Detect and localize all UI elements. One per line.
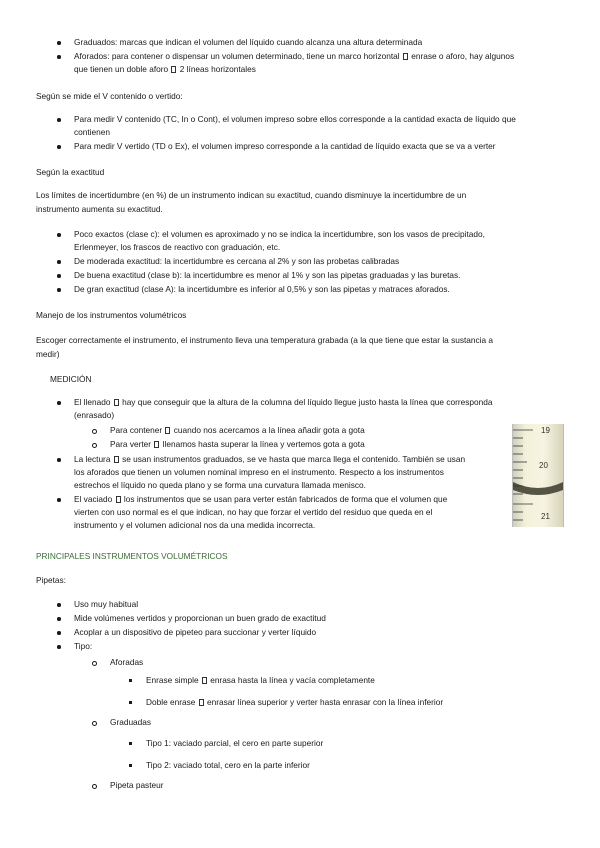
list-item xyxy=(128,759,528,773)
list-item-text: Aforados: para contener o dispensar un volumen determinado, tiene un marco horizontal xyxy=(74,51,400,61)
list-item-text: hay que conseguir que la altura de la columna del líquido llegue justo hasta la línea que corresponda xyxy=(122,397,493,407)
list-item-text: Uso muy habitual xyxy=(74,599,139,609)
list-item xyxy=(56,598,456,612)
list-item-text: Poco exactos (clase c): el volumen es aproximado y no se indica la incertidumbre, son los vasos de precipitado, xyxy=(74,229,485,239)
paragraph-line: medir) xyxy=(36,349,60,359)
list-item-text: Mide volúmenes vertidos y proporcionan un buen grado de exactitud xyxy=(74,613,326,623)
list-item-continuation: los aforados que tienen un volumen nominal impreso en el instrumento. Respecto a los instrumentos xyxy=(74,467,444,477)
measurement-sublist xyxy=(92,424,512,452)
list-item xyxy=(56,283,576,297)
section-heading: Según la exactitud xyxy=(36,167,105,177)
pipette-types-list xyxy=(92,656,392,670)
paragraph-line: Pipetas: xyxy=(36,575,66,585)
pipette-types-list-3 xyxy=(92,779,392,793)
list-item-text: Tipo 1: vaciado parcial, el cero en parte superior xyxy=(146,738,324,748)
section-heading: Manejo de los instrumentos volumétricos xyxy=(36,310,187,320)
list-item xyxy=(128,674,558,696)
list-item xyxy=(56,113,576,126)
burette-meniscus-image xyxy=(512,424,564,527)
pipette-types-list-2 xyxy=(92,716,392,730)
arrow-symbol-icon xyxy=(202,677,207,684)
list-item-text: enrasar línea superior y verter hasta enrasar con la línea inferior xyxy=(206,697,444,707)
list-item-continuation: instrumento y el volumen adicional nos da una medida incorrecta. xyxy=(74,520,316,530)
list-item-text: que tienen un doble aforo xyxy=(74,64,169,74)
burette-scale-label: 21 xyxy=(541,512,550,521)
aforadas-sublist xyxy=(128,674,558,710)
list-item xyxy=(56,640,456,654)
list-item xyxy=(56,626,456,640)
list-item xyxy=(56,493,506,506)
list-item-text: De gran exactitud (clase A): la incertidumbre es inferior al 0,5% y son las pipetas y matraces aforados. xyxy=(74,284,450,294)
list-item-continuation: Erlenmeyer, los frascos de reactivo con graduación, etc. xyxy=(74,242,281,252)
list-item xyxy=(56,453,506,466)
pipettes-list xyxy=(56,598,456,654)
list-item-text: Para medir V contenido (TC, In o Cont), el volumen impreso sobre ellos corresponde a la cantidad exacta de líquido que xyxy=(74,114,516,124)
arrow-symbol-icon xyxy=(199,699,204,706)
list-item-continuation: estrechos el líquido no queda plano y se forma una curvatura llamada menisco. xyxy=(74,480,366,490)
arrow-symbol-icon xyxy=(171,66,176,73)
list-item-text: los instrumentos que se usan para verter están fabricados de forma que el volumen que xyxy=(123,494,448,504)
paragraph-line: Los límites de incertidumbre (en %) de un instrumento indican su exactitud, cuando disminuye la incertidumbre de un xyxy=(36,190,467,200)
section-heading: MEDICIÓN xyxy=(50,374,92,384)
intro-list xyxy=(56,36,566,76)
list-item-continuation: contienen xyxy=(74,127,110,137)
list-item xyxy=(128,696,558,710)
accuracy-list xyxy=(56,228,576,297)
arrow-symbol-icon xyxy=(116,496,121,503)
list-item-text: Para verter xyxy=(110,439,152,449)
list-item-text: Para medir V vertido (TD o Ex), el volumen impreso corresponde a la cantidad de líquido exacta que se va a verter xyxy=(74,141,496,151)
arrow-symbol-icon xyxy=(114,399,119,406)
list-item xyxy=(56,269,576,283)
list-item-text: Tipo: xyxy=(74,641,93,651)
list-item xyxy=(92,424,512,438)
list-item-text: llenamos hasta superar la línea y vertemos gota a gota xyxy=(162,439,365,449)
list-item xyxy=(56,36,566,50)
list-item-text: De moderada exactitud: la incertidumbre es cercana al 2% y son las probetas calibradas xyxy=(74,256,400,266)
list-item-text: cuando nos acercamos a la línea añadir gota a gota xyxy=(173,425,365,435)
list-item-text: Graduados: marcas que indican el volumen del líquido cuando alcanza una altura determinada xyxy=(74,37,423,47)
list-item-text: Enrase simple xyxy=(146,675,199,685)
section-heading: PRINCIPALES INSTRUMENTOS VOLUMÉTRICOS xyxy=(36,551,228,561)
arrow-symbol-icon xyxy=(154,441,159,448)
arrow-symbol-icon xyxy=(403,53,408,60)
list-item-text: Acoplar a un dispositivo de pipeteo para succionar y verter líquido xyxy=(74,627,317,637)
list-item xyxy=(92,438,512,452)
list-item xyxy=(56,50,566,63)
list-item-text: Pipeta pasteur xyxy=(110,780,164,790)
list-item xyxy=(92,656,392,670)
list-item-text: se usan instrumentos graduados, se ve hasta que marca llega el contenido. También se usan xyxy=(122,454,466,464)
list-item xyxy=(56,612,456,626)
section-heading: Según se mide el V contenido o vertido: xyxy=(36,91,183,101)
list-item-text: Aforadas xyxy=(110,657,144,667)
list-item xyxy=(56,396,546,409)
list-item-text: El vaciado xyxy=(74,494,113,504)
burette-scale-label: 19 xyxy=(541,426,550,435)
burette-drawing xyxy=(513,424,563,527)
paragraph-line: Escoger correctamente el instrumento, el instrumento lleva una temperatura grabada (a la que tiene que estar la sustancia a xyxy=(36,335,494,345)
list-item xyxy=(56,255,576,269)
list-item xyxy=(92,779,392,793)
list-item-text: Graduadas xyxy=(110,717,152,727)
measurement-list xyxy=(56,396,546,422)
list-item xyxy=(56,140,576,153)
list-item-text: De buena exactitud (clase b): la incertidumbre es menor al 1% y son las pipetas graduadas y las buretas. xyxy=(74,270,461,280)
measurement-list-2 xyxy=(56,453,506,532)
list-item-text: enrase o aforo, hay algunos xyxy=(411,51,515,61)
graduadas-sublist xyxy=(128,737,528,773)
list-item-continuation: vierten con uso normal es el que indican, no hay que forzar el vertido del residuo que queda en el xyxy=(74,507,433,517)
list-item-text: Tipo 2: vaciado total, cero en la parte inferior xyxy=(146,760,310,770)
volume-list xyxy=(56,113,576,153)
list-item-text: La lectura xyxy=(74,454,111,464)
list-item-text: Doble enrase xyxy=(146,697,196,707)
list-item-text: 2 líneas horizontales xyxy=(179,64,256,74)
paragraph-line: instrumento aumenta su exactitud. xyxy=(36,204,163,214)
list-item-text: Para contener xyxy=(110,425,163,435)
list-item xyxy=(56,228,576,241)
burette-scale-label: 20 xyxy=(539,461,548,470)
list-item xyxy=(92,716,392,730)
arrow-symbol-icon xyxy=(114,456,119,463)
list-item-continuation: (enrasado) xyxy=(74,410,115,420)
meniscus-shape xyxy=(513,482,563,495)
list-item-text: El llenado xyxy=(74,397,111,407)
list-item xyxy=(128,737,528,759)
list-item-text: enrasa hasta la línea y vacía completamente xyxy=(210,675,375,685)
arrow-symbol-icon xyxy=(165,427,170,434)
list-item-continuation xyxy=(56,63,566,76)
